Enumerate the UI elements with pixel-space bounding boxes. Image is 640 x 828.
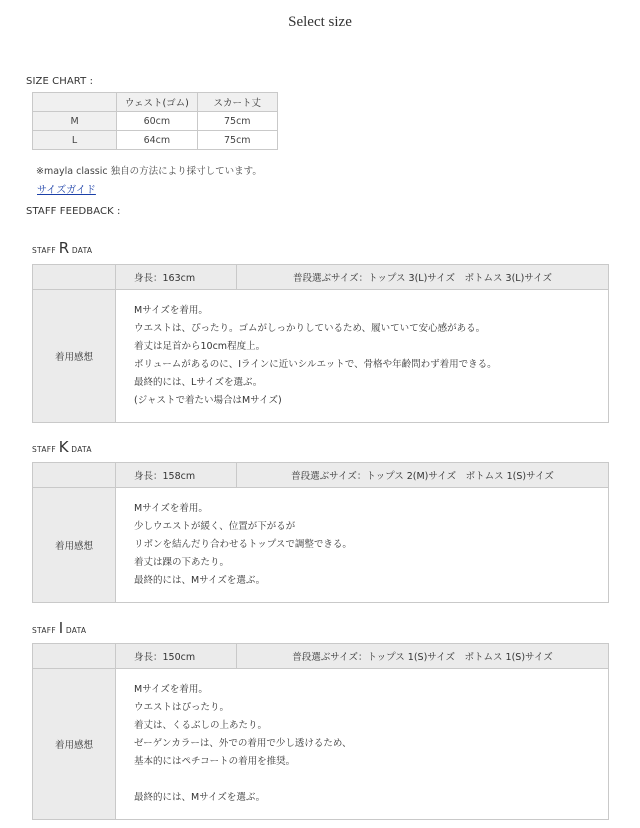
- staff-impression-text: [116, 290, 609, 423]
- size-chart-header-length: スカート丈: [197, 93, 277, 112]
- size-chart-header-waist: ウェスト(ゴム): [117, 93, 197, 112]
- size-chart-table: [32, 92, 278, 150]
- staff-letter: I: [58, 619, 64, 637]
- size-chart-header-blank: [33, 93, 117, 112]
- impression-line: 基本的にはペチコートの着用を推奨。: [134, 756, 296, 767]
- staff-suffix: DATA: [71, 246, 93, 255]
- staff-letter: R: [58, 239, 70, 257]
- staff-usual-size: 普段選ぶサイズ：トップス 2(M)サイズ ボトムス 1(S)サイズ: [237, 463, 609, 488]
- impression-line: ウエストはぴったり。: [134, 702, 230, 713]
- staff-prefix: STAFF: [32, 246, 57, 255]
- impression-line: ゼーゲンカラーは、外での着用で少し透けるため、: [134, 738, 352, 749]
- staff-k-heading: [32, 438, 92, 456]
- staff-prefix: STAFF: [32, 445, 57, 454]
- size-chart-label: SIZE CHART :: [26, 76, 94, 87]
- staff-impression-label: 着用感想: [33, 488, 116, 603]
- staff-height: 身長：150cm: [116, 644, 237, 669]
- size-chart-waist: 64cm: [117, 131, 197, 150]
- staff-letter: K: [58, 438, 69, 456]
- size-chart-length: 75cm: [197, 131, 277, 150]
- staff-impression-row: [33, 290, 609, 423]
- impression-line: 最終的には、Mサイズを選ぶ。: [134, 575, 266, 586]
- staff-impression-row: [33, 669, 609, 820]
- impression-line: リボンを結んだり合わせるトップスで調整できる。: [134, 539, 352, 550]
- size-chart-row: [33, 112, 278, 131]
- staff-r-heading: [32, 239, 92, 257]
- staff-header-blank: [33, 265, 116, 290]
- staff-suffix: DATA: [71, 445, 92, 454]
- staff-impression-label: 着用感想: [33, 669, 116, 820]
- impression-line: ボリュームがあるのに、Iラインに近いシルエットで、骨格や年齢問わず着用できる。: [134, 359, 497, 370]
- staff-impression-row: [33, 488, 609, 603]
- staff-usual-size: 普段選ぶサイズ：トップス 3(L)サイズ ボトムス 3(L)サイズ: [237, 265, 609, 290]
- staff-header-row: [33, 463, 609, 488]
- impression-line: Mサイズを着用。: [134, 503, 208, 514]
- staff-header-blank: [33, 644, 116, 669]
- staff-i-heading: [32, 619, 86, 637]
- staff-height: 身長：163cm: [116, 265, 237, 290]
- staff-prefix: STAFF: [32, 626, 57, 635]
- size-chart-row: [33, 131, 278, 150]
- staff-i-table: [32, 643, 609, 820]
- size-chart-waist: 60cm: [117, 112, 197, 131]
- impression-line: Mサイズを着用。: [134, 684, 208, 695]
- measurement-note: ※mayla classic 独自の方法により採寸しています。: [36, 166, 262, 177]
- staff-r-table: [32, 264, 609, 423]
- size-chart-size: M: [33, 112, 117, 131]
- size-guide-link[interactable]: サイズガイド: [37, 185, 96, 196]
- staff-impression-text: [116, 488, 609, 603]
- staff-suffix: DATA: [65, 626, 87, 635]
- staff-header-blank: [33, 463, 116, 488]
- impression-line: 着丈は足首から10cm程度上。: [134, 341, 266, 352]
- staff-usual-size: 普段選ぶサイズ：トップス 1(S)サイズ ボトムス 1(S)サイズ: [237, 644, 609, 669]
- staff-k-table: [32, 462, 609, 603]
- impression-line: 最終的には、Mサイズを選ぶ。: [134, 792, 266, 803]
- impression-line: 少しウエストが緩く、位置が下がるが: [134, 521, 296, 532]
- impression-line: 着丈は、くるぶしの上あたり。: [134, 720, 268, 731]
- impression-line: 着丈は踝の下あたり。: [134, 557, 230, 568]
- impression-line: [134, 771, 608, 789]
- impression-line: (ジャストで着たい場合はMサイズ): [134, 395, 282, 406]
- page-title: Select size: [288, 14, 352, 30]
- staff-height: 身長：158cm: [116, 463, 237, 488]
- impression-line: ウエストは、ぴったり。ゴムがしっかりしているため、履いていて安心感がある。: [134, 323, 486, 334]
- staff-header-row: [33, 644, 609, 669]
- staff-header-row: [33, 265, 609, 290]
- impression-line: 最終的には、Lサイズを選ぶ。: [134, 377, 263, 388]
- staff-impression-label: 着用感想: [33, 290, 116, 423]
- staff-feedback-label: STAFF FEEDBACK :: [26, 206, 121, 217]
- size-chart-header-row: [33, 93, 278, 112]
- size-chart-length: 75cm: [197, 112, 277, 131]
- impression-line: Mサイズを着用。: [134, 305, 208, 316]
- staff-impression-text: [116, 669, 609, 820]
- size-chart-size: L: [33, 131, 117, 150]
